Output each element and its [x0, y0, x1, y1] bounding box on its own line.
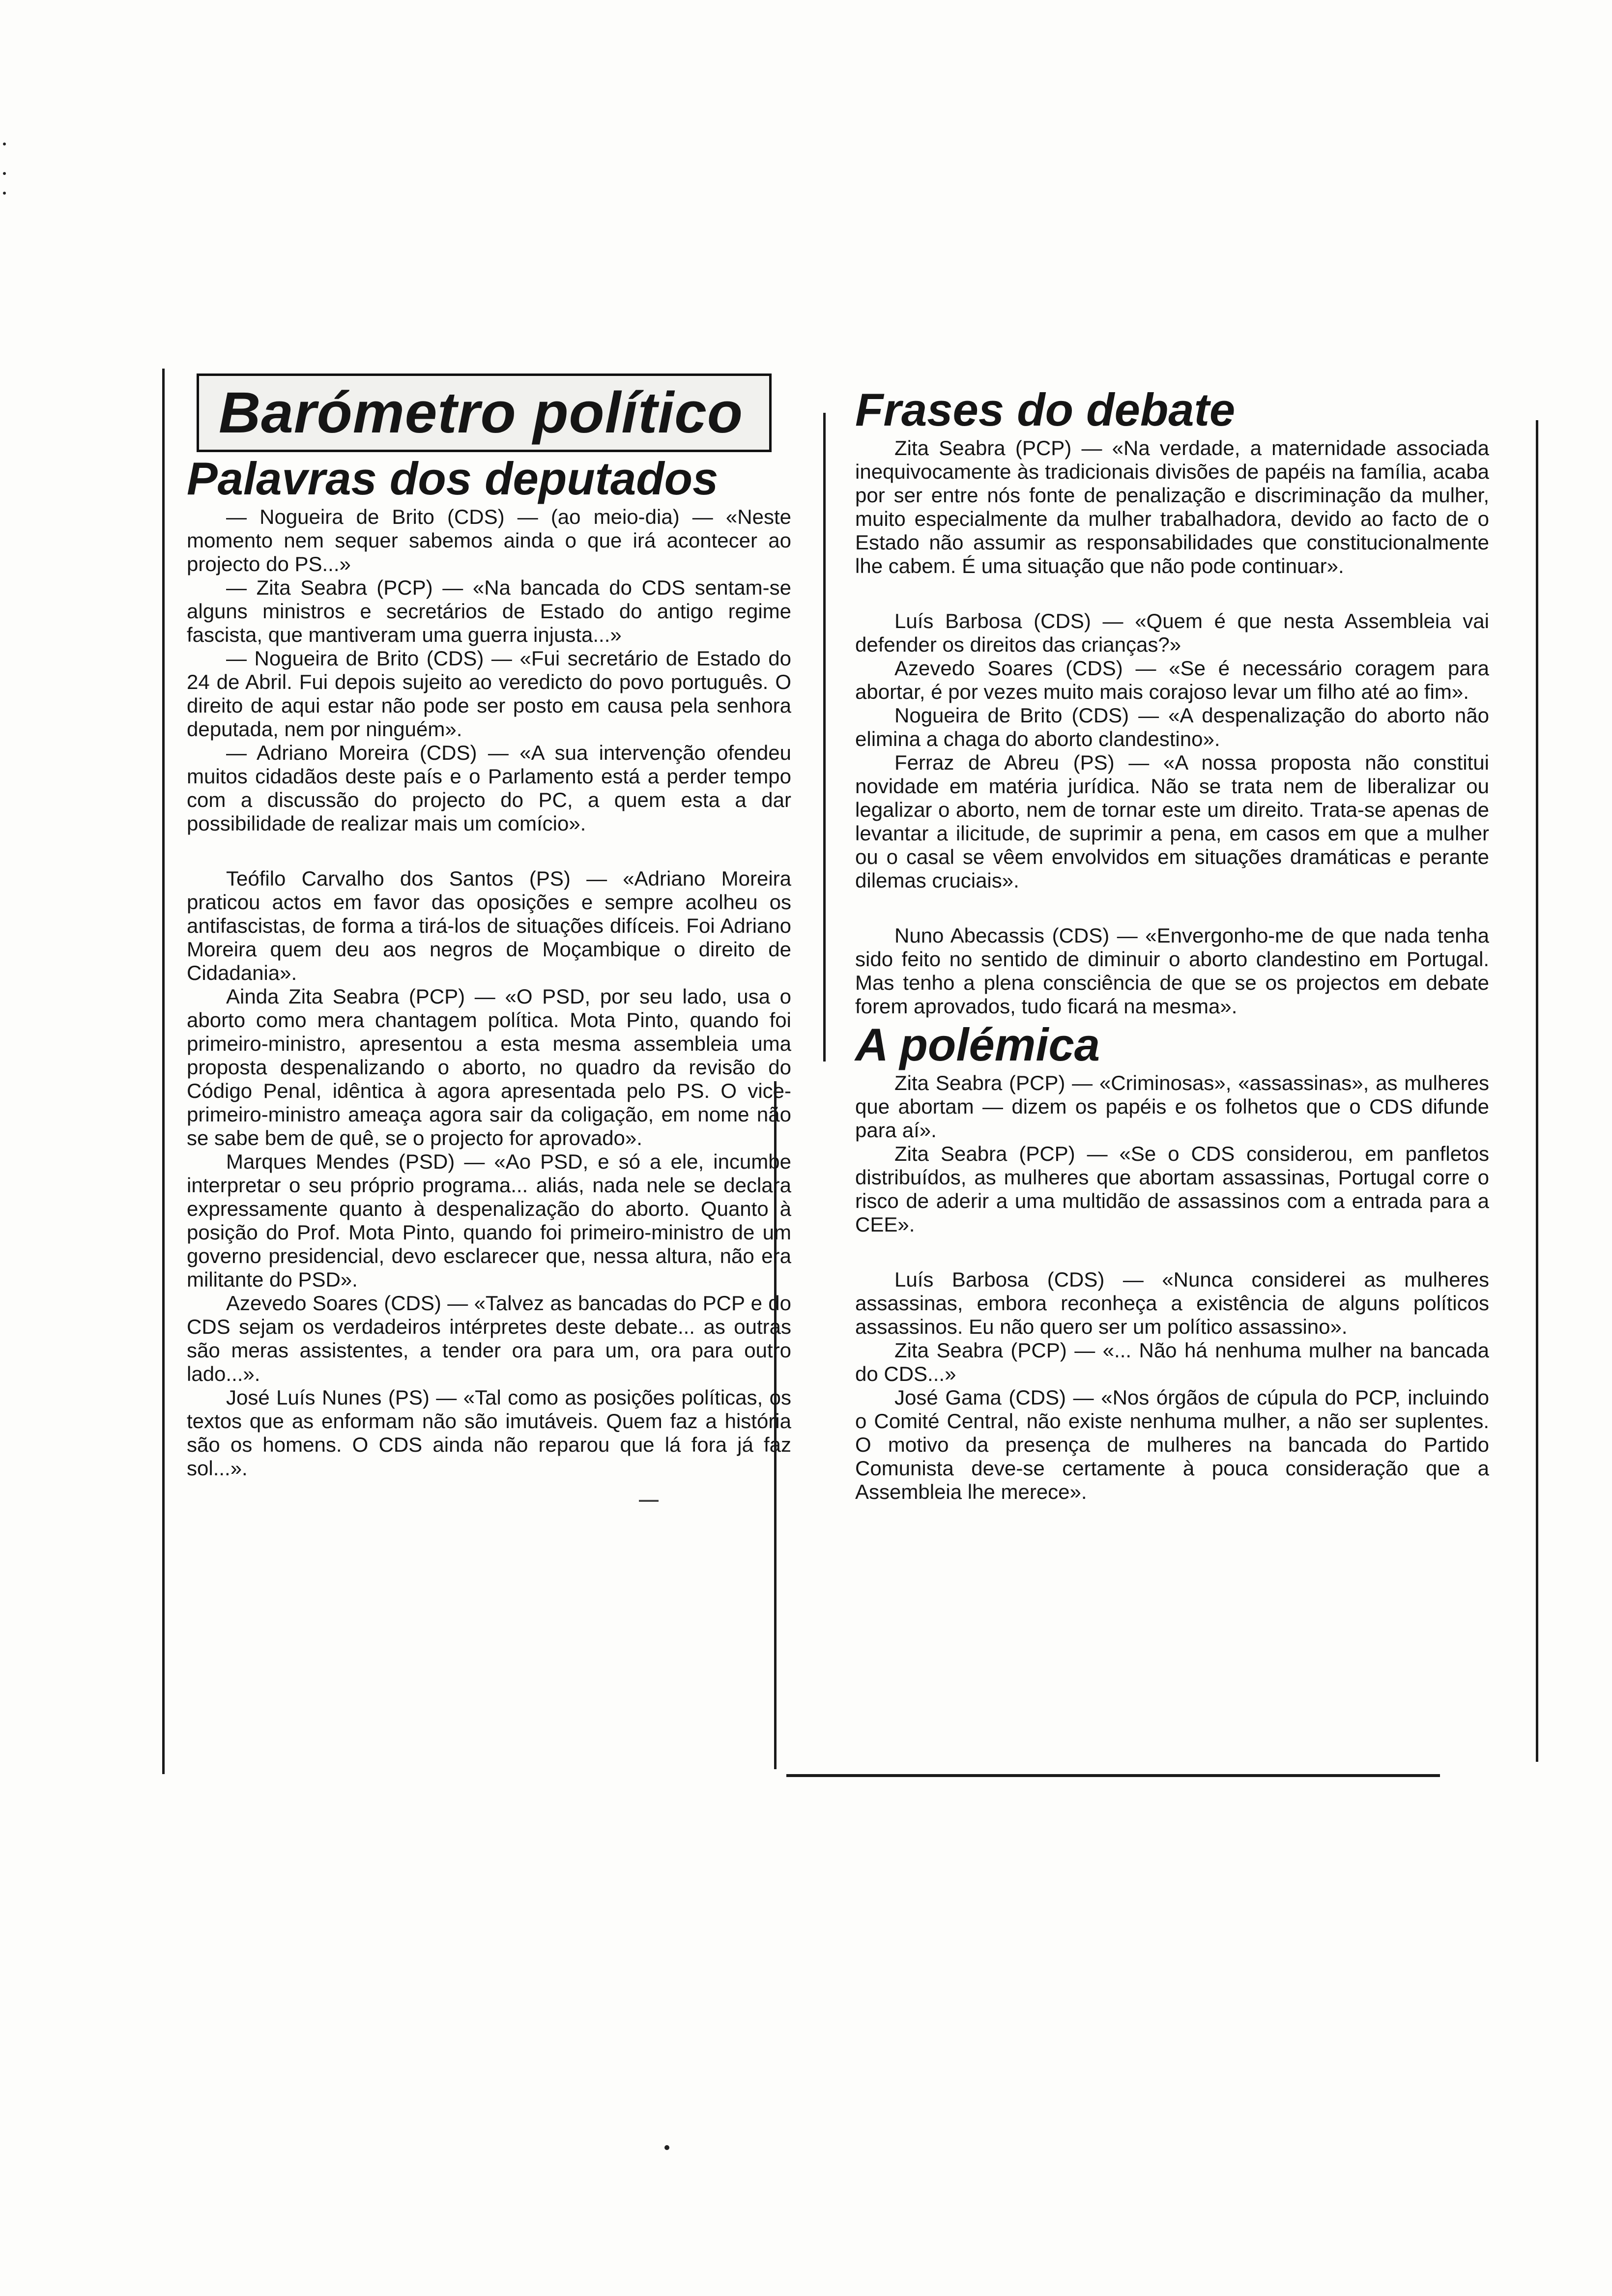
scan-speck	[3, 192, 6, 195]
left-paragraph: — Zita Seabra (PCP) — «Na bancada do CDS sentam-se alguns ministros e secretários de Estado do antigo regime fascista, que mantiveram uma guerra injusta...»	[187, 576, 791, 646]
left-paragraph: — Nogueira de Brito (CDS) — (ao meio-dia) — «Neste momento nem sequer sabemos ainda o que irá acontecer ao projecto do PS...»	[187, 505, 791, 575]
left-column-rule	[162, 369, 165, 1774]
right-column-rule	[1536, 420, 1538, 1762]
scan-speck	[3, 143, 6, 145]
frases-heading: Frases do debate	[855, 384, 1236, 435]
polemica-paragraph: José Gama (CDS) — «Nos órgãos de cúpula do PCP, incluindo o Comité Central, não existe nenhuma mulher, a não ser suplentes. O motivo da presença de mulheres na bancada do Partido Comunista deve-se certamente à pouca consideração que a Assembleia lhe merece».	[855, 1386, 1489, 1503]
polemica-paragraph: Zita Seabra (PCP) — «Se o CDS considerou, em panfletos distribuídos, as mulheres que abortam assassinas, Portugal corre o risco de aderir a uma multidão de assassinos com a entrada para a CEE».	[855, 1142, 1489, 1236]
frase-paragraph: Ferraz de Abreu (PS) — «A nossa proposta não constitui novidade em matéria jurídica. Não se trata nem de liberalizar ou legalizar o aborto, nem de tornar este um direito. Trata-se apenas de levantar a ilicitude, de suprimir a pena, em casos em que a mulher ou o casal se vêem envolvidos em situações dramáticas e perante dilemas cruciais».	[855, 751, 1489, 892]
masthead-box	[197, 373, 772, 452]
left-paragraph: Azevedo Soares (CDS) — «Talvez as bancadas do PCP e do CDS sejam os verdadeiros intérpretes deste debate... as outras são meras assistentes, a tender ora para um, ora para outro lado...».	[187, 1292, 791, 1385]
left-paragraph: José Luís Nunes (PS) — «Tal como as posições políticas, os textos que as enformam não são imutáveis. Quem faz a história são os homens. O CDS ainda não reparou que lá fora já faz sol...».	[187, 1386, 791, 1480]
scan-speck	[664, 2145, 669, 2150]
frase-paragraph: Nuno Abecassis (CDS) — «Envergonho-me de que nada tenha sido feito no sentido de diminuir o aborto clandestino em Portugal. Mas tenho a plena consciência de que se os projectos em debate forem aprovados, tudo ficará na mesma».	[855, 924, 1489, 1018]
left-column	[187, 373, 791, 1502]
bottom-rule	[786, 1774, 1440, 1777]
polemica-paragraph: Luís Barbosa (CDS) — «Nunca considerei as mulheres assassinas, embora reconheça a existência de alguns políticos assassinos. Eu não quero ser um político assassino».	[855, 1268, 1489, 1338]
left-paragraph: — Nogueira de Brito (CDS) — «Fui secretário de Estado do 24 de Abril. Fui depois sujeito ao veredicto do povo português. O direito de aqui estar não pode ser posto em causa pela senhora deputada, nem por ninguém».	[187, 647, 791, 741]
left-paragraph: Ainda Zita Seabra (PCP) — «O PSD, por seu lado, usa o aborto como mera chantagem política. Mota Pinto, quando foi primeiro-ministro, apresentou a esta mesma assembleia uma proposta despenalizando o aborto, no quadro da revisão do Código Penal, idêntica à agora apresentada pelo PS. O vice-primeiro-ministro ameaça agora sair da coligação, em nome não se sabe bem de quê, se o projecto for aprovado».	[187, 985, 791, 1149]
left-section-heading: Palavras dos deputados	[187, 453, 719, 504]
frase-paragraph: Nogueira de Brito (CDS) — «A despenalização do aborto não elimina a chaga do aborto clandestino».	[855, 704, 1489, 750]
scan-speck	[3, 172, 6, 175]
right-column	[855, 383, 1489, 1504]
polemica-heading: A polémica	[855, 1019, 1100, 1070]
polemica-paragraph: Zita Seabra (PCP) — «... Não há nenhuma mulher na bancada do CDS...»	[855, 1339, 1489, 1385]
frase-paragraph: Zita Seabra (PCP) — «Na verdade, a maternidade associada inequivocamente às tradicionais divisões de papéis na família, acaba por ser entre nós fonte de penalização e discriminação da mulher, muito especialmente da mulher trabalhadora, devido ao facto de o Estado não assumir as responsabilidades que constitucionalmente lhe cabem. É uma situação que não pode continuar».	[855, 436, 1489, 577]
left-paragraph: — Adriano Moreira (CDS) — «A sua intervenção ofendeu muitos cidadãos deste país e o Parlamento está a perder tempo com a discussão do projecto do PC, a quem esta a dar possibilidade de realizar mais um comício».	[187, 741, 791, 835]
end-dash	[639, 1500, 659, 1502]
polemica-paragraph: Zita Seabra (PCP) — «Criminosas», «assassinas», as mulheres que abortam — dizem os papéis e os folhetos que o CDS difunde para aí».	[855, 1071, 1489, 1142]
frase-paragraph: Azevedo Soares (CDS) — «Se é necessário coragem para abortar, é por vezes muito mais corajoso levar um filho até ao fim».	[855, 657, 1489, 703]
frase-paragraph: Luís Barbosa (CDS) — «Quem é que nesta Assembleia vai defender os direitos das crianças?»	[855, 609, 1489, 656]
left-paragraph: Marques Mendes (PSD) — «Ao PSD, e só a ele, incumbe interpretar o seu próprio programa... aliás, nada nele se declara expressamente quanto à despenalização do aborto. Quanto à posição do Prof. Mota Pinto, quando foi primeiro-ministro de um governo presidencial, devo esclarecer que, nessa altura, não era militante do PSD».	[187, 1150, 791, 1291]
center-column-rule-upper	[823, 413, 826, 1062]
masthead-title: Barómetro político	[219, 380, 743, 445]
left-paragraph: Teófilo Carvalho dos Santos (PS) — «Adriano Moreira praticou actos em favor das oposições e sempre acolheu os antifascistas, de forma a tirá-los de situações difíceis. Foi Adriano Moreira quem deu aos negros de Moçambique o direito de Cidadania».	[187, 867, 791, 984]
